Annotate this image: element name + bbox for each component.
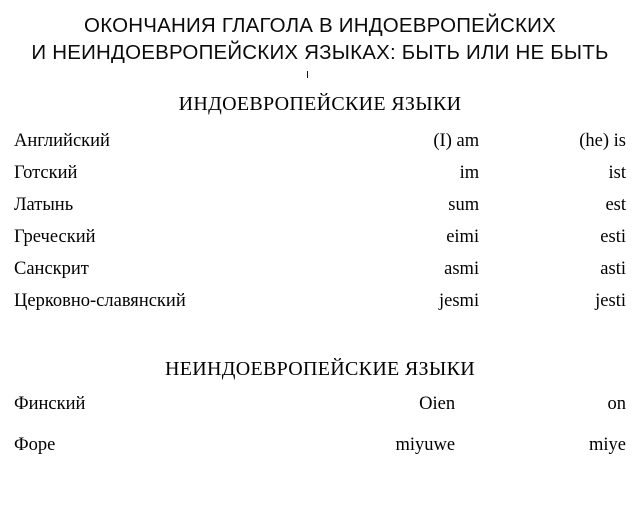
language-name: Санскрит <box>14 259 89 280</box>
verb-form-third-person: est <box>605 195 626 216</box>
table-row <box>14 164 626 196</box>
verb-form-first-person: miyuwe <box>395 435 456 456</box>
table-row <box>14 395 626 436</box>
verb-form-first-person: im <box>459 163 480 184</box>
verb-form-first-person: sum <box>448 195 480 216</box>
verb-form-third-person: esti <box>600 227 626 248</box>
section-heading-indo-european: ИНДОЕВРОПЕЙСКИЕ ЯЗЫКИ <box>178 93 462 116</box>
verb-form-first-person: eimi <box>446 227 480 248</box>
section-heading-non-indo-european: НЕИНДОЕВРОПЕЙСКИЕ ЯЗЫКИ <box>165 358 475 381</box>
language-name: Форе <box>14 435 56 456</box>
language-table-non-indo-european <box>14 395 626 477</box>
language-name: Английский <box>14 131 110 152</box>
verb-form-first-person: Oien <box>419 394 456 415</box>
verb-form-first-person: (I) am <box>433 131 480 152</box>
verb-form-third-person: (he) is <box>579 131 626 152</box>
table-row <box>14 260 626 292</box>
verb-form-third-person: miye <box>589 435 626 456</box>
table-row <box>14 228 626 260</box>
section-non-indo-european <box>14 358 626 477</box>
language-name: Финский <box>14 394 86 415</box>
language-name: Греческий <box>14 227 96 248</box>
verb-form-first-person: jesmi <box>439 291 480 312</box>
verb-form-third-person: jesti <box>595 291 626 312</box>
language-name: Церковно-славянский <box>14 291 186 312</box>
verb-form-third-person: ist <box>608 163 626 184</box>
scan-artifact-tick <box>307 71 308 78</box>
table-row <box>14 436 626 477</box>
table-row <box>14 132 626 164</box>
verb-form-third-person: asti <box>600 259 626 280</box>
verb-form-third-person: on <box>607 394 626 415</box>
title-line-1: ОКОНЧАНИЯ ГЛАГОЛА В ИНДОЕВРОПЕЙСКИХ <box>84 14 556 37</box>
language-name: Латынь <box>14 195 74 216</box>
language-name: Готский <box>14 163 78 184</box>
document-title <box>14 12 626 66</box>
title-line-2: И НЕИНДОЕВРОПЕЙСКИХ ЯЗЫКАХ: БЫТЬ ИЛИ НЕ БЫТЬ <box>31 41 609 65</box>
language-table-indo-european <box>14 132 626 324</box>
section-indo-european <box>14 93 626 324</box>
verb-form-first-person: asmi <box>444 259 480 280</box>
table-row <box>14 292 626 324</box>
table-row <box>14 196 626 228</box>
